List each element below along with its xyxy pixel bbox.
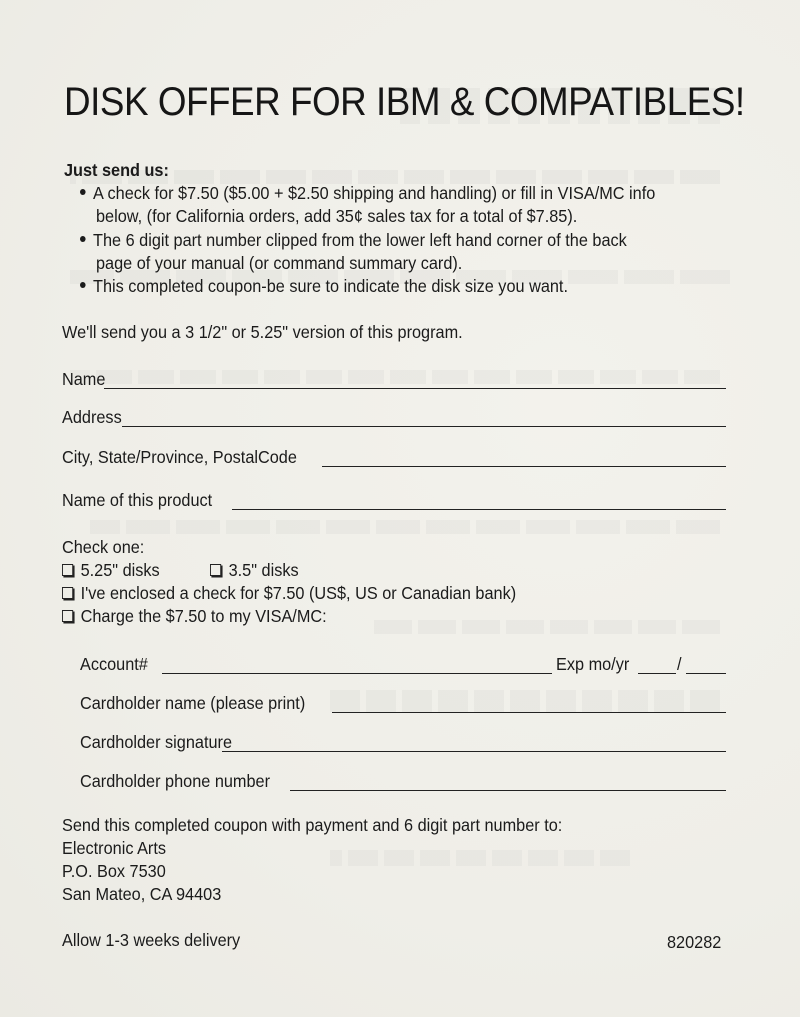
mailing-instruction: Send this completed coupon with payment and 6 digit part number to: <box>62 815 563 835</box>
check-one-label: Check one: <box>62 537 145 557</box>
bullet-2-line-2: page of your manual (or command summary card). <box>96 253 463 273</box>
bullet-2-text: The 6 digit part number clipped from the lower left hand corner of the back <box>93 230 627 250</box>
bullet-1-line-1 <box>80 183 655 204</box>
bullet-3-line-1 <box>80 276 568 297</box>
checkbox-check-icon[interactable] <box>62 587 73 599</box>
bullet-icon <box>80 189 86 195</box>
charge-card-label: Charge the $7.50 to my VISA/MC: <box>80 606 327 626</box>
cardholder-signature-label: Cardholder signature <box>80 732 232 752</box>
send-version-note: We'll send you a 3 1/2" or 5.25" version of this program. <box>62 322 463 342</box>
checkbox-35-icon[interactable] <box>210 564 221 576</box>
just-send-us-heading: Just send us: <box>64 160 169 180</box>
exp-month-field[interactable] <box>638 673 676 674</box>
delivery-note: Allow 1-3 weeks delivery <box>62 930 241 950</box>
bullet-icon <box>80 236 86 242</box>
exp-year-field[interactable] <box>686 673 726 674</box>
charge-card-option[interactable] <box>62 606 327 627</box>
bullet-icon <box>80 282 86 288</box>
city-label: City, State/Province, PostalCode <box>62 447 297 467</box>
disk-525-option[interactable] <box>62 560 160 581</box>
enclosed-check-label: I've enclosed a check for $7.50 (US$, US or Canadian bank) <box>80 583 517 603</box>
disk-35-option[interactable] <box>210 560 299 581</box>
disk-35-label: 3.5" disks <box>228 560 299 580</box>
address-label: Address <box>62 407 122 427</box>
name-field[interactable] <box>104 388 726 389</box>
name-label: Name <box>62 369 106 389</box>
page-title: DISK OFFER FOR IBM & COMPATIBLES! <box>64 80 745 124</box>
cardholder-signature-field[interactable] <box>222 751 726 752</box>
bullet-2-line-1 <box>80 230 627 251</box>
checkbox-card-icon[interactable] <box>62 610 73 622</box>
form-code: 820282 <box>667 932 722 952</box>
address-field[interactable] <box>122 426 726 427</box>
cardholder-phone-field[interactable] <box>290 790 726 791</box>
cardholder-phone-label: Cardholder phone number <box>80 771 271 791</box>
exp-label: Exp mo/yr <box>556 654 630 674</box>
bullet-1-text: A check for $7.50 ($5.00 + $2.50 shipping and handling) or fill in VISA/MC info <box>93 183 656 203</box>
product-name-field[interactable] <box>232 509 726 510</box>
product-label: Name of this product <box>62 490 213 510</box>
account-number-field[interactable] <box>162 673 552 674</box>
enclosed-check-option[interactable] <box>62 583 516 604</box>
mailing-company: Electronic Arts <box>62 838 167 858</box>
account-label: Account# <box>80 654 148 674</box>
mailing-pobox: P.O. Box 7530 <box>62 861 166 881</box>
exp-separator: / <box>677 654 682 674</box>
mailing-city: San Mateo, CA 94403 <box>62 884 222 904</box>
bullet-3-text: This completed coupon-be sure to indicate the disk size you want. <box>93 276 568 296</box>
checkbox-525-icon[interactable] <box>62 564 73 576</box>
cardholder-name-field[interactable] <box>332 712 726 713</box>
cardholder-name-label: Cardholder name (please print) <box>80 693 306 713</box>
city-state-postal-field[interactable] <box>322 466 726 467</box>
bullet-1-line-2: below, (for California orders, add 35¢ sales tax for a total of $7.85). <box>96 206 578 226</box>
disk-525-label: 5.25" disks <box>80 560 160 580</box>
